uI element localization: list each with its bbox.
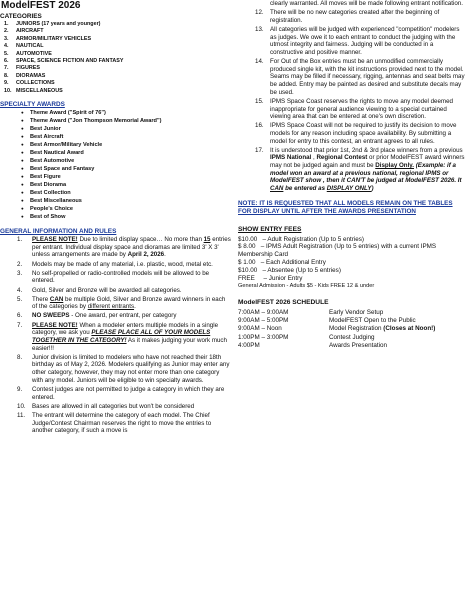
rule-item: [238, 98, 469, 121]
left-column: [0, 0, 236, 436]
category-number: 10.: [4, 87, 12, 94]
category-item: [0, 58, 236, 65]
rule-text: Junior division is limited to modelers who have not reached their 18th birthday as of May 2, 2026. Modelers qualifying as Junior may enter any other category, however, they may not enter more than one category with any model. Juniors will be eligible to win specialty awards.: [32, 353, 230, 384]
rule-text: No self-propelled or radio-controlled models will be allowed to be entered.: [32, 269, 210, 285]
category-label: DIORAMAS: [16, 72, 46, 79]
category-label: AIRCRAFT: [16, 28, 44, 35]
award-item: ● Best of Show: [0, 213, 236, 221]
rule-item: [0, 296, 236, 311]
rule-item: [0, 312, 236, 320]
rule-item: [0, 287, 236, 295]
rule-text: For Out of the Box entries must be an unmodified commercially produced single kit, with the kit instructions provided next to the model. Seams may be filled if necessary, rigging, antennas and seat belts may be added. Entry may be painted as desired and substitute decals may be used.: [270, 58, 465, 96]
rule-number: 3.: [17, 269, 23, 277]
schedule-event: Model Registration (Closes at Noon!): [329, 325, 436, 333]
award-item: ● Best Figure: [0, 173, 236, 181]
rule-text: Contest judges are not permitted to judge a category in which they are entered.: [32, 385, 225, 401]
category-label: FIGURES: [16, 65, 40, 72]
category-number: 5.: [4, 50, 9, 57]
fees-heading: SHOW ENTRY FEES: [238, 225, 302, 233]
rules-list-left: [0, 236, 236, 435]
rule-text: NO SWEEPS - One award, per entrant, per category: [32, 312, 177, 320]
awards-list: [0, 109, 236, 221]
rule-text: clearly warranted. All moves will be made following entrant notification.: [270, 0, 463, 7]
rule-number: 4.: [17, 286, 23, 294]
award-item: ● Best Space and Fantasy: [0, 165, 236, 173]
rule-text: PLEASE NOTE! When a modeler enters multiple models in a single category, we ask you PLEASE PLACE ALL OF YOUR MODELS TOGETHER IN THE CATEGORY! As it makes judging your work much easier!!!: [32, 321, 227, 352]
category-item: [0, 21, 236, 28]
schedule-event: Contest Judging: [329, 333, 375, 341]
award-item: ● Best Diorama: [0, 181, 236, 189]
rule-text: There CAN be multiple Gold, Silver and Bronze award winners in each of the categories by different entrants.: [32, 295, 226, 311]
rule-item: [238, 58, 469, 96]
schedule-time: 9:00AM – 5:00PM: [238, 317, 289, 325]
fee-row: $ 1.00 – Each Additional Entry: [238, 259, 326, 267]
rule-text: Models may be made of any material, i.e. plastic, wood, metal etc.: [32, 260, 213, 268]
rule-number: 7.: [17, 321, 23, 329]
rule-text: Gold, Silver and Bronze will be awarded all categories.: [32, 286, 182, 294]
rule-number: 5.: [17, 295, 23, 303]
schedule-event: Awards Presentation: [329, 341, 387, 349]
rule-item: [0, 354, 236, 385]
category-item: [0, 36, 236, 43]
rule-item: [238, 26, 469, 57]
category-number: 9.: [4, 80, 9, 87]
rule-item: [238, 9, 469, 24]
rule-number: 14.: [255, 58, 264, 66]
schedule-row: [238, 334, 469, 342]
schedule-row: [238, 325, 469, 333]
rule-text: IPMS Space Coast will not be required to justify its decision to move models for any reason including space availability. By submitting a model for entry to this contest, an entrant agrees to all rules.: [270, 122, 457, 145]
category-label: SPACE, SCIENCE FICTION AND FANTASY: [16, 58, 124, 65]
award-item: ● Best Collection: [0, 189, 236, 197]
categories-heading: CATEGORIES: [0, 13, 42, 20]
rule-item: [238, 147, 469, 193]
category-item: [0, 73, 236, 80]
category-label: MISCELLANEOUS: [16, 87, 63, 94]
category-label: COLLECTIONS: [16, 80, 55, 87]
rule-item: [0, 386, 236, 401]
award-item: ● Best Nautical Award: [0, 149, 236, 157]
rule-text: It is understood that prior 1st, 2nd & 3rd place winners from a previous IPMS National , Regional Contest or prior ModelFEST award winners may not be judged again and must be Display Only. (Example: if a model won an award at a previous national, regional IPMS or ModelFEST show , then it CAN'T be judged at ModelFEST 2026. It CAN be entered as DISPLAY ONLY): [270, 146, 465, 193]
page-title: ModelFEST 2026: [1, 0, 81, 11]
category-item: [0, 88, 236, 95]
rule-item: [238, 0, 469, 8]
schedule-row: [238, 342, 469, 350]
category-item: [0, 28, 236, 35]
rule-number: 9.: [17, 385, 23, 393]
category-label: AUTOMOTIVE: [16, 50, 52, 57]
award-item: ● Best Armor/Military Vehicle: [0, 141, 236, 149]
schedule-event: Early Vendor Setup: [329, 308, 384, 316]
schedule-row: [238, 309, 469, 317]
rule-text: The entrant will determine the category of each model. The Chief Judge/Contest Chairman reserves the right to move the entries to another category, if such a move is: [32, 411, 212, 435]
rule-item: [0, 236, 236, 259]
right-column: [238, 0, 469, 350]
schedule-time: 4:00PM: [238, 341, 260, 349]
rule-item: [0, 403, 236, 411]
rule-item: [0, 261, 236, 269]
schedule-event: ModelFEST Open to the Public: [329, 317, 416, 325]
rule-text: Bases are allowed in all categories but won't be considered: [32, 402, 195, 410]
category-number: 8.: [4, 72, 9, 79]
rule-text: PLEASE NOTE! Due to limited display space… No more than 15 entries per entrant. Individual display space and dioramas are limited 3' X 3' unless arrangements are made by April 2, 2026.: [32, 236, 231, 259]
category-number: 4.: [4, 43, 9, 50]
display-note: NOTE: IT IS REQUESTED THAT ALL MODELS REMAIN ON THE TABLES FOR DISPLAY UNTIL AFTER THE AWARDS PRESENTATION: [238, 199, 453, 215]
fee-row: $10.00 – Absentee (Up to 5 entries): [238, 267, 341, 275]
category-number: 1.: [4, 21, 9, 27]
rule-number: 12.: [255, 9, 264, 17]
fee-row: $10.00 – Adult Registration (Up to 5 entries): [238, 235, 365, 243]
category-item: [0, 43, 236, 50]
schedule-list: [238, 309, 469, 350]
rule-number: 6.: [17, 312, 23, 320]
award-item: ● Best Aircraft: [0, 133, 236, 141]
specialty-awards-heading: SPECIALTY AWARDS: [0, 101, 65, 109]
rule-text: All categories will be judged with experienced "competition" modelers as judges. We owe it to each entrant to conduct the judging with the utmost integrity and fairness. Judging will be conducted in a constructive and positive manner.: [270, 25, 460, 56]
rule-text: There will be no new categories created after the beginning of registration.: [270, 9, 440, 24]
schedule-time: 7:00AM – 9:00AM: [238, 308, 289, 316]
rule-number: 13.: [255, 25, 264, 33]
rule-number: 10.: [17, 402, 26, 410]
schedule-row: [238, 317, 469, 325]
fee-row: FREE – Junior Entry: [238, 275, 303, 283]
rule-item: [0, 412, 236, 435]
category-item: [0, 80, 236, 87]
category-item: [0, 51, 236, 58]
award-item: ● People's Choice: [0, 205, 236, 213]
category-number: 6.: [4, 58, 9, 65]
categories-list: [0, 21, 236, 95]
category-number: 3.: [4, 35, 9, 42]
fees-list: [238, 236, 469, 291]
award-item: ● Theme Award ("Jon Thompson Memorial Award"): [0, 117, 236, 125]
rule-number: 16.: [255, 122, 264, 130]
category-number: 2.: [4, 28, 9, 35]
fee-row: General Admission - Adults $5 - Kids FREE 12 & under: [238, 283, 375, 289]
rule-number: 17.: [255, 146, 264, 154]
schedule-time: 1:00PM – 3:00PM: [238, 333, 289, 341]
schedule-time: 9:00AM – Noon: [238, 325, 282, 333]
category-label: NAUTICAL: [16, 43, 44, 50]
rule-number: 15.: [255, 97, 264, 105]
rule-text: IPMS Space Coast reserves the rights to move any model deemed inappropriate for general audience viewing to a special curtained viewing area that can be entered at one's own discretion.: [270, 97, 453, 121]
category-label: ARMOR/MILITARY VEHICLES: [16, 35, 92, 42]
award-item: ● Theme Award ("Spirit of 76"): [0, 109, 236, 117]
category-item: [0, 65, 236, 72]
rule-number: 11.: [17, 411, 26, 419]
rule-item: [0, 270, 236, 285]
rule-number: 8.: [17, 353, 23, 361]
category-number: 7.: [4, 65, 9, 72]
award-item: ● Best Junior: [0, 125, 236, 133]
rule-number: 2.: [17, 260, 23, 268]
rules-heading: GENERAL INFORMATION AND RULES: [0, 228, 117, 236]
rule-number: 1.: [17, 236, 23, 244]
fee-row: $ 8.00 – IPMS Adult Registration (Up to 5 entries) with a current IPMS Membership Card: [238, 243, 438, 259]
rule-item: [238, 122, 469, 145]
award-item: ● Best Miscellaneous: [0, 197, 236, 205]
schedule-heading: ModelFEST 2026 SCHEDULE: [238, 298, 329, 306]
award-item: ● Best Automotive: [0, 157, 236, 165]
category-label: JUNIORS (17 years and younger): [16, 21, 101, 27]
rule-item: [0, 322, 236, 353]
rules-list-right: [238, 0, 469, 193]
